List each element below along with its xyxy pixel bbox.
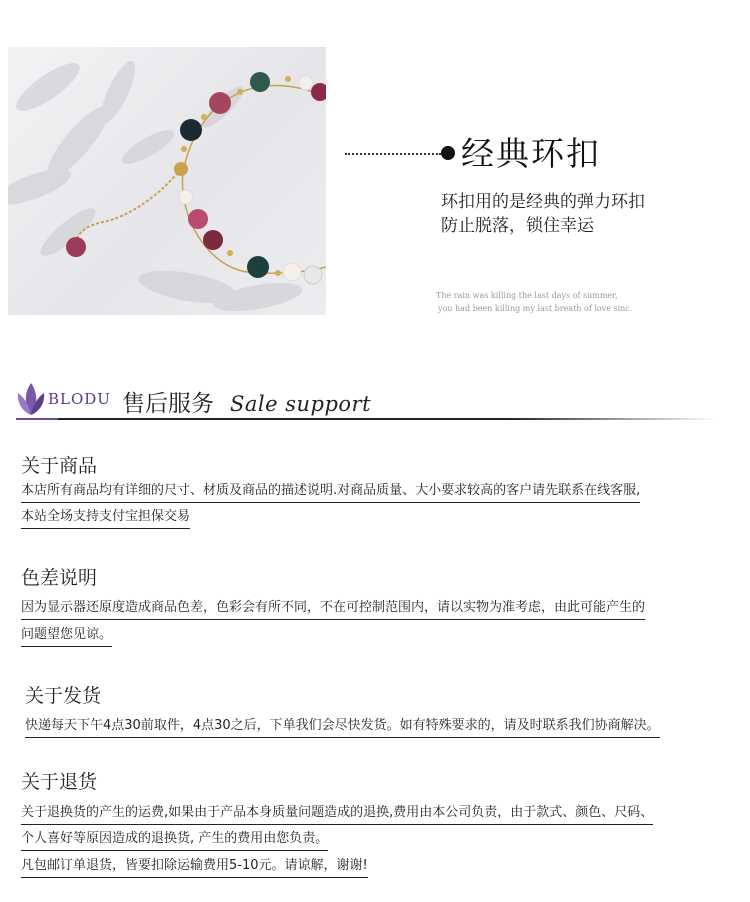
section-title-shipping: 关于发货 xyxy=(25,685,102,707)
service-title-cn: 售后服务 xyxy=(122,391,214,417)
poem-caption xyxy=(436,289,632,315)
color-line2: 问题望您见谅。 xyxy=(21,625,112,647)
feature-desc-line2: 防止脱落，锁住幸运 xyxy=(441,216,594,236)
goods-line1: 本店所有商品均有详细的尺寸、材质及商品的描述说明.对商品质量、大小要求较高的客户请先联系在线客服, xyxy=(21,481,640,503)
poem-line2: you had been killing my last breath of love sinc. xyxy=(438,304,633,313)
feature-description xyxy=(441,190,645,238)
bracelet-illustration xyxy=(8,47,326,315)
product-photo xyxy=(8,47,326,315)
poem-line1: The rain was killing the last days of summer, xyxy=(436,291,618,300)
service-title-en: Sale support xyxy=(230,392,372,416)
shipping-line1: 快递每天下午4点30前取件，4点30之后，下单我们会尽快发货。如有特殊要求的，请及时联系我们协商解决。 xyxy=(25,716,660,738)
section-title-returns: 关于退货 xyxy=(21,771,98,793)
returns-line1: 关于退换货的产生的运费,如果由于产品本身质量问题造成的退换,费用由本公司负责，由于款式、颜色、尺码、 xyxy=(21,803,653,825)
bullet-dot-icon xyxy=(441,146,455,160)
beads xyxy=(174,72,326,284)
feature-desc-line1: 环扣用的是经典的弹力环扣 xyxy=(441,192,645,212)
header-divider xyxy=(16,418,716,420)
dotted-leader-line xyxy=(345,153,441,155)
brand-name: BLODU xyxy=(48,390,111,408)
section-title-color: 色差说明 xyxy=(21,567,98,589)
section-title-goods: 关于商品 xyxy=(21,455,98,477)
color-line1: 因为显示器还原度造成商品色差，色彩会有所不同，不在可控制范围内，请以实物为准考虑，由此可能产生的 xyxy=(21,598,645,620)
returns-line3: 凡包邮订单退货，皆要扣除运输费用5-10元。请谅解，谢谢! xyxy=(21,856,368,878)
goods-line2: 本站全场支持支付宝担保交易 xyxy=(21,507,190,529)
lotus-logo-icon xyxy=(16,381,46,419)
feature-title: 经典环扣 xyxy=(461,134,601,173)
drop-bead xyxy=(66,237,86,257)
returns-line2: 个人喜好等原因造成的退换货, 产生的费用由您负责。 xyxy=(21,829,328,851)
